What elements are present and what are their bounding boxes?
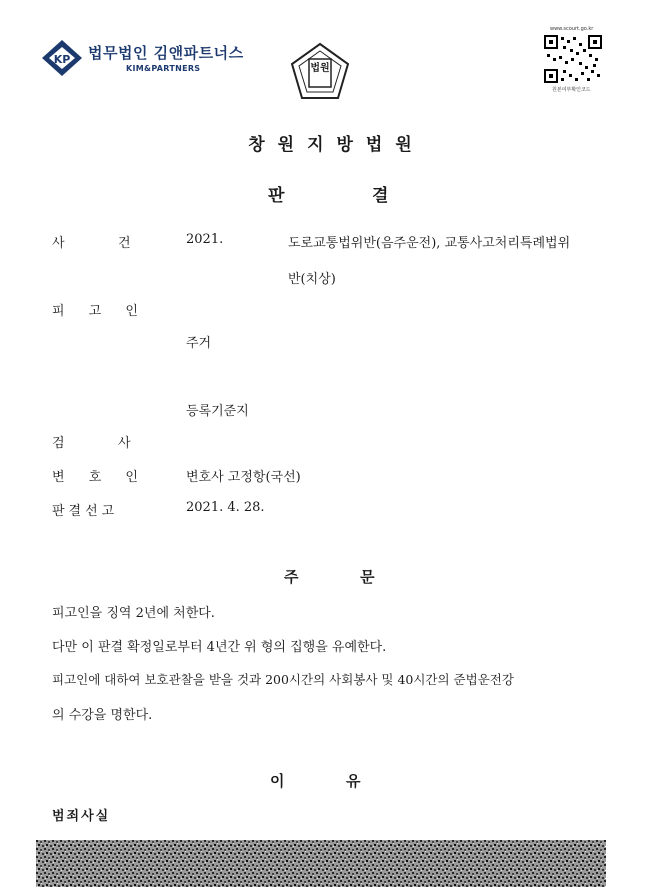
order-line: 피고인을 징역 2년에 처한다. <box>52 606 215 621</box>
qr-caption: 원본여부확인코드 <box>552 87 591 93</box>
doc-type-char-2: 결 <box>372 186 389 206</box>
case-label-2: 건 <box>118 236 131 251</box>
judgment-date: 2021. 4. 28. <box>186 500 265 515</box>
court-name: 창원지방법원 <box>248 135 425 155</box>
case-name-line-2: 반(치상) <box>288 272 336 287</box>
reasons-heading-2: 유 <box>346 772 361 790</box>
firm-name-en: KIM&PARTNERS <box>126 64 201 73</box>
counsel-value: 변호사 고정항(국선) <box>186 470 301 485</box>
firm-logo-icon <box>40 38 84 78</box>
crime-facts-label: 범죄사실 <box>52 809 111 824</box>
case-year: 2021. <box>186 232 224 247</box>
case-label-1: 사 <box>52 236 65 251</box>
order-heading-1: 주 <box>284 568 299 586</box>
prosecutor-label-1: 검 <box>52 436 65 451</box>
order-heading-2: 문 <box>360 568 375 586</box>
case-name-line-1: 도로교통법위반(음주운전), 교통사고처리특례법위 <box>288 236 571 251</box>
prosecutor-label-2: 사 <box>118 436 131 451</box>
qr-url: www.scourt.go.kr <box>550 26 594 32</box>
defendant-label: 피 고 인 <box>52 304 148 319</box>
firm-name-ko: 법무법인 김앤파트너스 <box>88 44 244 62</box>
registry-label: 등록기준지 <box>186 404 249 419</box>
counsel-label: 변 호 인 <box>52 470 148 485</box>
address-label: 주거 <box>186 336 212 351</box>
order-line: 의 수강을 명한다. <box>52 708 153 723</box>
judgment-date-label: 판결선고 <box>52 504 119 519</box>
redacted-block <box>36 840 606 887</box>
qr-code-icon <box>543 34 603 84</box>
seal-text: 법원 <box>310 63 330 74</box>
svg-text:KP: KP <box>53 53 71 66</box>
order-line: 피고인에 대하여 보호관찰을 받을 것과 200시간의 사회봉사 및 40시간의 준법운전강 <box>52 672 514 687</box>
reasons-heading-1: 이 <box>270 772 285 790</box>
doc-type-char-1: 판 <box>268 186 285 206</box>
order-line: 다만 이 판결 확정일로부터 4년간 위 형의 집행을 유예한다. <box>52 640 387 655</box>
